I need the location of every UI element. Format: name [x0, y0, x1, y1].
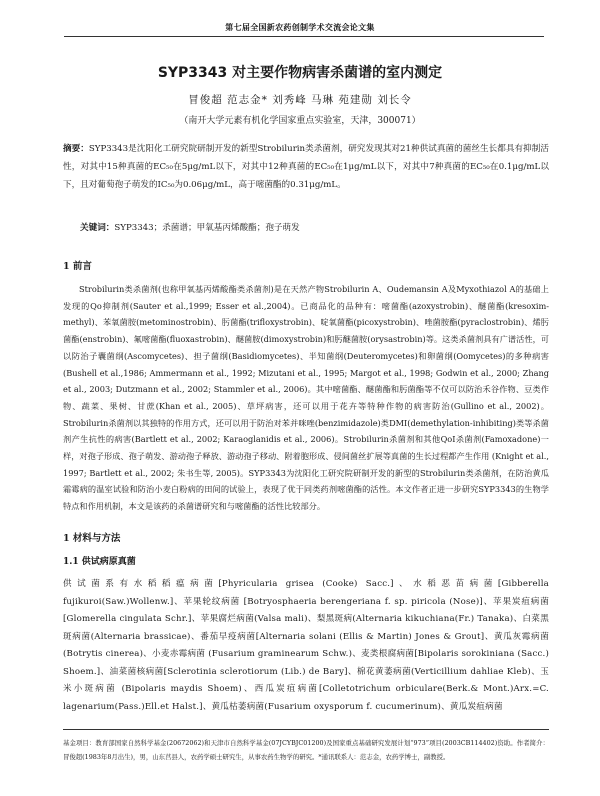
running-head: 第七届全国新农药创制学术交流会论文集 — [225, 22, 375, 32]
abstract — [63, 140, 549, 194]
introduction-paragraph: Strobilurin类杀菌剂(也称甲氧基丙烯酸酯类杀菌剂)是在天然产物Strobilurin A、Oudemansin A及Myxothiazol A的基础上发现的Qo抑制剂(Sauter et al.,1999; Esser et al.,2004)。已商品化的品种有：嘧菌酯(azoxystrobin)、醚菌酯(kresoxim-methyl)、苯氧菌胺(metominostrobin)、肟菌酯(trifloxystrobin)、啶氧菌酯(picoxystrobin)、唑菌胺酯(pyraclostrobin)、烯肟菌酯(enstrobin)、氟嘧菌酯(fluoxastrobin)、醚菌胺(dimoxystrobin)和肟醚菌胺(orysastrobin)等。这类杀菌剂具有广谱活性，可以防治子囊菌纲(Ascomycetes)、担子菌纲(Basidiomycetes)、半知菌纲(Deuteromycetes)和卵菌纲(Oomycetes)的多种病害(Bushell et al.,1986; Ammermann et al., 1992; Mizutani et al., 1995; Margot et al., 1998; Godwin et al., 2000; Zhang et al., 2003; Dutzmann et al., 2002; Stammler et al., 2006)。其中嘧菌酯、醚菌酯和肟菌酯等不仅可以防治禾谷作物、豆类作物、蔬菜、果树、甘蔗(Khan et al., 2005)、草坪病害，还可以用于花卉等特种作物的病害防治(Gullino et al., 2002)。Strobilurin杀菌剂以其独特的作用方式，还可以用于防治对苯并咪唑(benzimidazole)类DMI(demethylation-inhibiting)类等杀菌剂产生抗性的病害(Bartlett et al., 2002; Karaoglanidis et al., 2006)。Strobilurin杀菌剂和其他QoI杀菌剂(Famoxadone)一样，对孢子形成、孢子萌发、游动孢子释放、游动孢子移动、附着胞形成、侵间菌丝扩展等真菌的生长过程都产生作用 (Knight et al., 1997; Bartlett et al., 2002; 朱书生等, 2005)。SYP3343为沈阳化工研究院研制开发的新型的Strobilurin类杀菌剂，在防治黄瓜霜霉病的温室试验和防治小麦白粉病的田间的试验上，表现了优于同类药剂嘧菌酯的活性。本文作者正进一步研究SYP3343的生物学特点和作用机制，本文是该药的杀菌谱研究和与嘧菌酯的活性比较部分。 — [63, 284, 549, 512]
fungi-paragraph: 供试菌系有水稻稻瘟病菌[Phyricularia grisea (Cooke) Sacc.]、水稻恶苗病菌[Gibberella fujikuroi(Saw.)Wollenw.]、苹果轮纹病菌 [Botryosphaeria berengeriana f. sp. piricola (Nose)]、苹果炭疽病菌[Glomerella cingulata Schr.]、苹果腐烂病菌(Valsa mali)、梨黑斑病(Alternaria kikuchiana(Fr.) Tanaka)、白菜黑斑病菌(Alternaria brassicae)、番茄早疫病菌[Alternaria solani (Ellis & Martin) Jones & Grout]、黄瓜灰霉病菌 (Botrytis cinerea)、小麦赤霉病菌 (Fusarium graminearum Schw.)、麦类根腐病菌[Bipolaris sorokiniana (Sacc.) Shoem.]、油菜菌核病菌[Sclerotinia sclerotiorum (Lib.) de Bary]、棉花黄萎病菌(Verticillium dahliae Kleb)、玉米小斑病菌 (Bipolaris maydis Shoem)、西瓜炭疽病菌[Colletotrichum orbiculare(Berk.& Mont.)Arx.=C. lagenarium(Pass.)Ell.et Halst.]、黄瓜枯萎病菌(Fusarium oxysporum f. cucumerinum)、黄瓜炭疽病菌 — [63, 579, 549, 712]
header-rule — [64, 36, 544, 37]
section-heading-methods: 1 材料与方法 — [63, 533, 121, 544]
footnote-rule — [63, 729, 549, 730]
subsection-heading-fungi: 1.1 供试病原真菌 — [63, 557, 136, 567]
abstract-text: SYP3343是沈阳化工研究院研制开发的新型Strobilurin类杀菌剂，研究发现其对21种供试真菌的菌丝生长都具有抑制活性，对其中15种真菌的EC₅₀在5μg/mL以下，对其中12种真菌的EC₅₀在1μg/mL以下，对其中7种真菌的EC₅₀在0.1μg/mL以下，且对葡萄孢子萌发的IC₅₀为0.06μg/mL，高于嘧菌酯的0.31μg/mL。 — [63, 144, 549, 190]
paper-title: SYP3343 对主要作物病害杀菌谱的室内测定 — [157, 65, 443, 81]
keywords — [80, 221, 550, 233]
keywords-text: SYP3343；杀菌谱；甲氧基丙烯酸酯；孢子萌发 — [114, 223, 300, 233]
section-heading-introduction: 1 前言 — [63, 261, 92, 272]
affiliation: （南开大学元素有机化学国家重点实验室，天津，300071） — [179, 116, 421, 126]
author-list: 冒俊超 范志金* 刘秀峰 马琳 苑建勋 刘长令 — [188, 94, 412, 106]
footnote: 基金项目：教育部国家自然科学基金(20672062)和天津市自然科学基金(07JCYBJC01200)及国家重点基础研究发展计划“973”项目(2003CB114402)资助。作者简介：冒俊超(1983年8月出生)，男，山东莒县人，农药学硕士研究生，从事农药生物学的研究。*通讯联系人：范志金，农药学博士，副教授。 — [63, 739, 549, 761]
keywords-label: 关键词： — [80, 223, 115, 233]
abstract-label: 摘要： — [63, 144, 89, 154]
